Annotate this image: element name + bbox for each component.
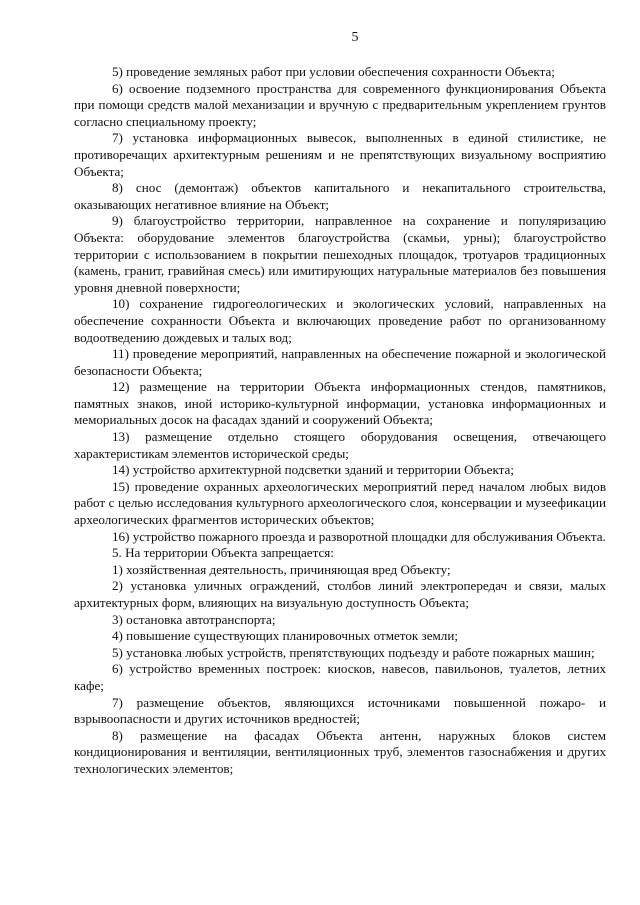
list-item: 9) благоустройство территории, направленное на сохранение и популяризацию Объекта: оборудование элементов благоустройства (скамьи, урны); благоустройство территории с использованием в покрытии пешеходных площадок, тротуаров традиционных (камень, гранит, гравийная смесь) или имитирующих натуральные материалов без повышения уровня дневной поверхности; (74, 213, 606, 295)
list-item: 2) установка уличных ограждений, столбов линий электропередач и связи, малых архитектурных форм, влияющих на визуальную доступность Объекта; (74, 578, 606, 610)
list-item: 5) проведение земляных работ при условии обеспечения сохранности Объекта; (112, 64, 555, 79)
list-item: 8) снос (демонтаж) объектов капитального и некапитального строительства, оказывающих негативное влияние на Объект; (74, 180, 606, 212)
list-item: 6) устройство временных построек: киосков, навесов, павильонов, туалетов, летних кафе; (74, 661, 606, 693)
list-item: 1) хозяйственная деятельность, причиняющая вред Объекту; (112, 561, 451, 577)
list-item: 7) размещение объектов, являющихся источниками повышенной пожаро- и взрывоопасности и других источников вредностей; (74, 694, 606, 727)
list-item: 5) установка любых устройств, препятствующих подъезду и работе пожарных машин; (112, 644, 595, 660)
list-item: 6) освоение подземного пространства для современного функционирования Объекта при помощи средств малой механизации и вручную с предварительным укреплением грунтов согласно специальному проекту; (74, 80, 606, 129)
list-item: 3) остановка автотранспорта; (112, 611, 276, 627)
list-item: 16) устройство пожарного проезда и разворотной площадки для обслуживания Объекта. (112, 528, 606, 544)
document-body (74, 64, 606, 778)
list-item: 14) устройство архитектурной подсветки зданий и территории Объекта; (112, 462, 515, 478)
list-item: 13) размещение отдельно стоящего оборудования освещения, отвечающего характеристикам элементов исторической среды; (74, 429, 606, 461)
page-number: 5 (351, 30, 359, 45)
section-heading: 5. На территории Объекта запрещается: (112, 545, 334, 561)
list-item: 8) размещение на фасадах Объекта антенн, наружных блоков систем кондиционирования и вентиляции, вентиляционных труб, элементов газоснабжения и других технологических элементов; (74, 727, 606, 776)
list-item: 10) сохранение гидрогеологических и экологических условий, направленных на обеспечение сохранности Объекта и включающих проведение работ по организованному водоотведению дождевых и талых вод; (74, 296, 606, 345)
list-item: 4) повышение существующих планировочных отметок земли; (112, 628, 458, 644)
list-item: 12) размещение на территории Объекта информационных стендов, памятников, памятных знаков, иной историко-культурной информации, установка информационных и мемориальных досок на фасадах зданий и сооружений Объекта; (74, 379, 606, 428)
list-item: 15) проведение охранных археологических мероприятий перед началом любых видов работ с целью исследования культурного археологического слоя, консервации и музеефикации археологических фрагментов исторических объектов; (74, 478, 606, 528)
list-item: 11) проведение мероприятий, направленных на обеспечение пожарной и экологической безопасности Объекта; (74, 346, 606, 378)
list-item: 7) установка информационных вывесок, выполненных в единой стилистике, не противоречащих архитектурным решениям и не препятствующих визуальному восприятию Объекта; (74, 130, 606, 179)
